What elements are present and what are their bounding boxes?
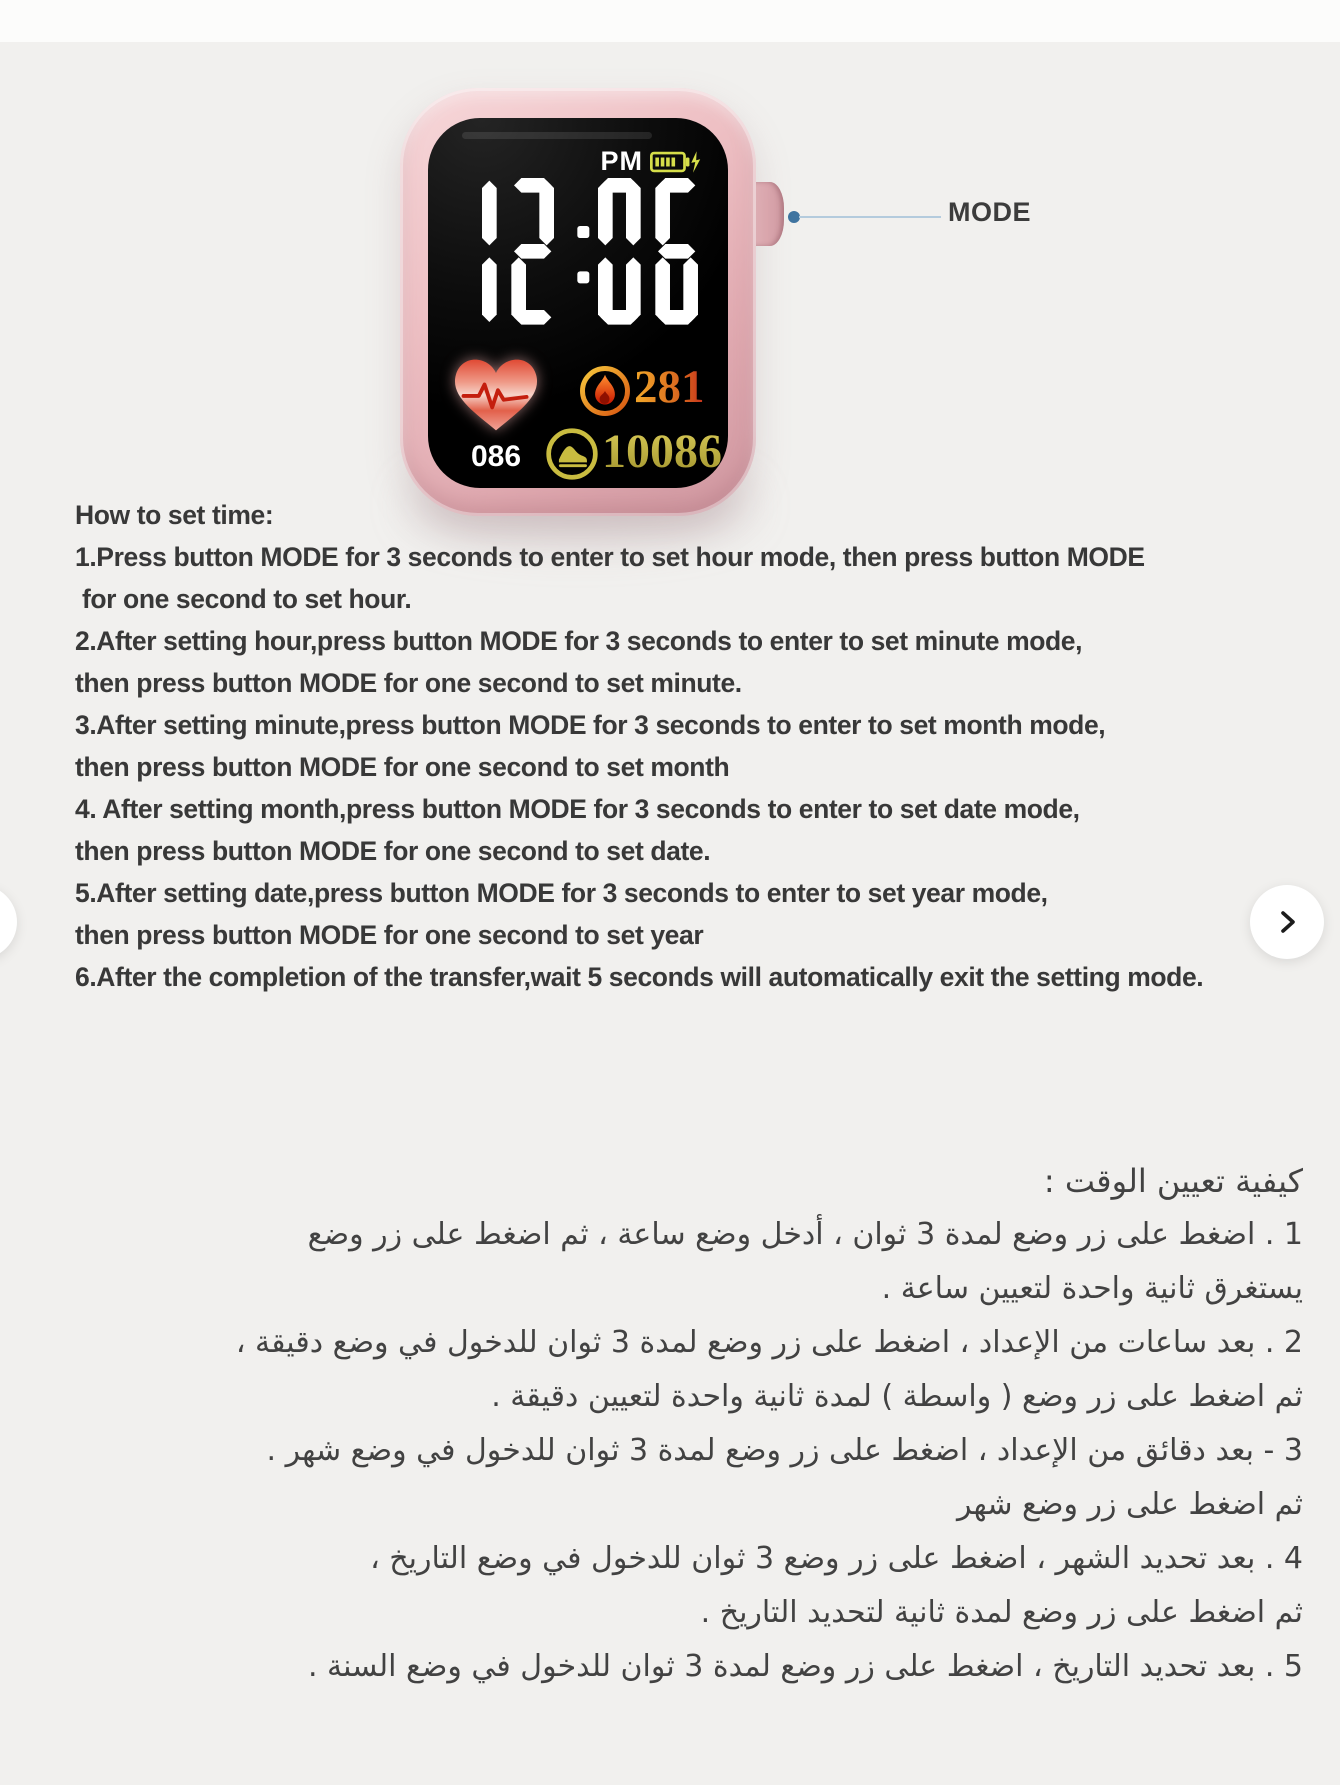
instructions-title-ar: كيفية تعيين الوقت : [1043,1162,1303,1200]
instruction-line-en: 6.After the completion of the transfer,wait 5 seconds will automatically exit the setting mode. [75,962,1204,992]
instruction-line-en: for one second to set hour. [75,584,412,614]
watch-screen [428,118,728,488]
calories-value: 281 [634,358,705,416]
instruction-line-en: 3.After setting minute,press button MODE for 3 seconds to enter to set month mode, [75,710,1106,740]
instruction-line-en: 4. After setting month,press button MODE for 3 seconds to enter to set date mode, [75,794,1080,824]
top-strip [0,0,1340,42]
mode-button-label: MODE [948,197,1031,227]
instruction-line-ar: 4 . بعد تحديد الشهر ، اضغط على زر وضع 3 ثوان للدخول في وضع التاريخ ، [370,1541,1303,1576]
instruction-line-ar: ثم اضغط على زر وضع ( واسطة ) لمدة ثانية واحدة لتعيين دقيقة . [491,1379,1303,1414]
time-display [454,178,698,325]
ampm-label: PM [600,146,643,176]
steps-value: 10086 [602,422,722,482]
instruction-line-en: then press button MODE for one second to set year [75,920,704,950]
steps-shoe-icon [544,426,600,487]
instruction-line-ar: ثم اضغط على زر وضع شهر [956,1487,1303,1522]
calories-flame-icon [578,364,632,423]
instruction-line-en: then press button MODE for one second to set date. [75,836,711,866]
status-row [601,146,703,177]
instruction-line-en: 2.After setting hour,press button MODE for 3 seconds to enter to set minute mode, [75,626,1083,656]
instructions-title-en: How to set time: [75,500,274,530]
instruction-line-ar: 1 . اضغط على زر وضع لمدة 3 ثوان ، أدخل وضع ساعة ، ثم اضغط على زر وضع [307,1217,1303,1252]
carousel-prev-button[interactable] [0,885,17,959]
heart-rate-value: 086 [470,440,522,473]
instruction-line-ar: 5 . بعد تحديد التاريخ ، اضغط على زر وضع لمدة 3 ثوان للدخول في وضع السنة . [307,1649,1303,1684]
instruction-line-en: 1.Press button MODE for 3 seconds to enter to set hour mode, then press button MODE [75,542,1145,572]
instructions-english [75,494,1203,998]
instructions-arabic [236,1154,1303,1694]
instruction-line-ar: يستغرق ثانية واحدة لتعيين ساعة . [881,1271,1303,1306]
callout-line [799,216,941,218]
instruction-line-en: then press button MODE for one second to set minute. [75,668,742,698]
instruction-line-en: 5.After setting date,press button MODE for 3 seconds to enter to set year mode, [75,878,1048,908]
chevron-right-icon [1272,907,1302,937]
instruction-line-ar: 3 - بعد دقائق من الإعداد ، اضغط على زر وضع لمدة 3 ثوان للدخول في وضع شهر . [266,1433,1303,1468]
instruction-line-ar: 2 . بعد ساعات من الإعداد ، اضغط على زر وضع لمدة 3 ثوان للدخول في وضع دقيقة ، [235,1325,1303,1360]
battery-charging-icon [650,149,702,175]
instruction-line-en: then press button MODE for one second to set month [75,752,730,782]
screen-glint [462,132,652,139]
lightning-bolt-icon [691,151,700,173]
carousel-next-button[interactable] [1250,885,1324,959]
instruction-line-ar: ثم اضغط على زر وضع لمدة ثانية لتحديد التاريخ . [700,1595,1303,1630]
heart-rate-icon [448,352,544,438]
